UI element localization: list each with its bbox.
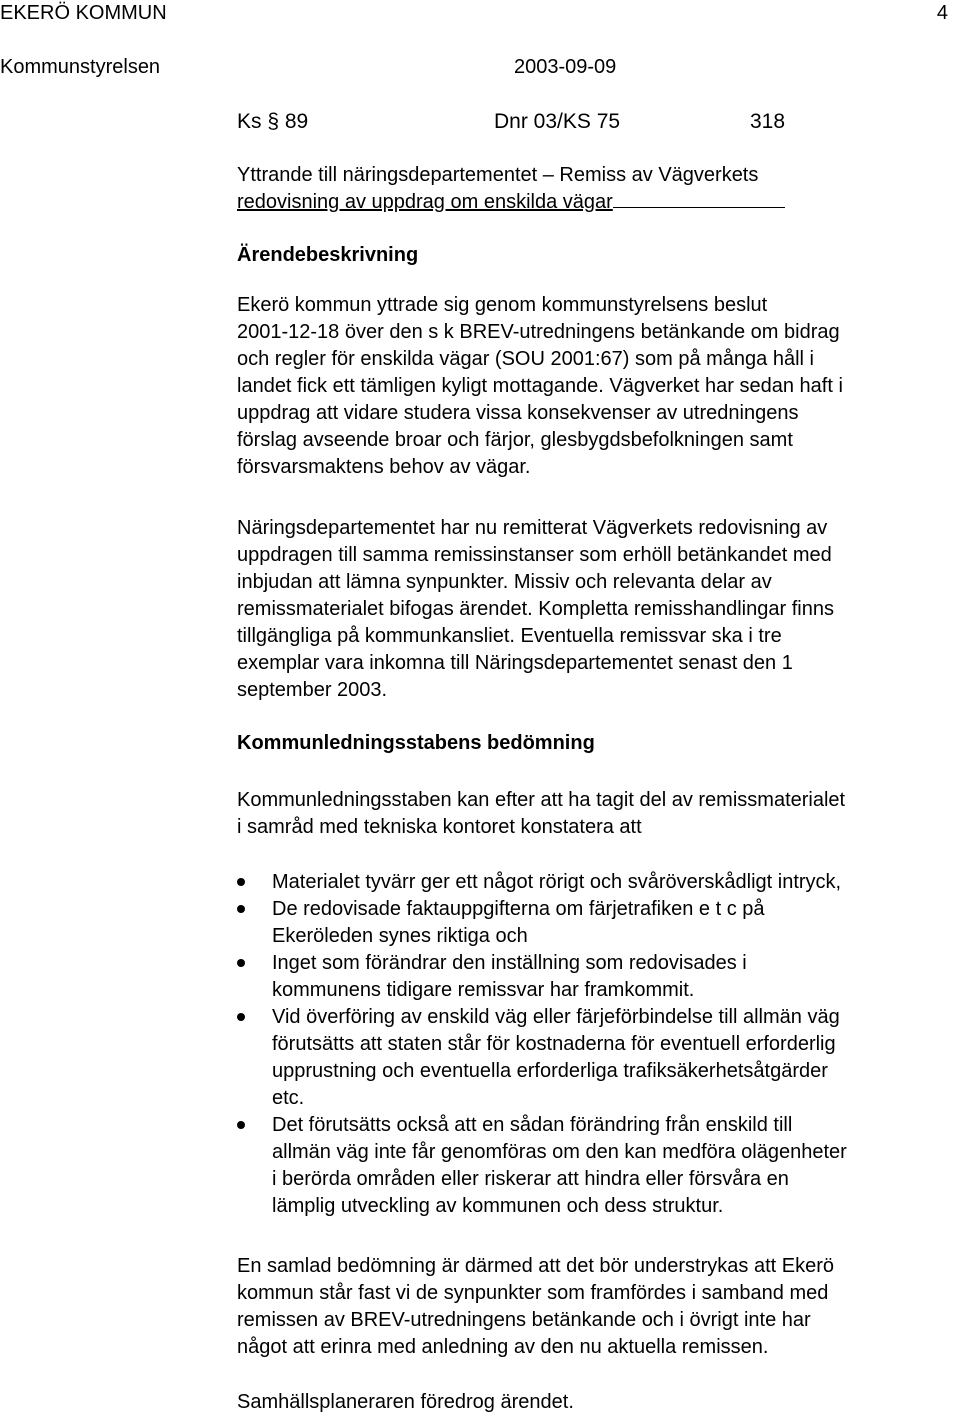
list-item bbox=[237, 1112, 952, 1220]
conclusion-paragraph bbox=[237, 1253, 952, 1361]
page-number: 4 bbox=[936, 2, 948, 24]
document-date: 2003-09-09 bbox=[514, 56, 617, 78]
text-line: exemplar vara inkomna till Näringsdepartementet senast den 1 bbox=[237, 652, 793, 674]
committee-name: Kommunstyrelsen bbox=[0, 56, 161, 78]
text-line: remissmaterialet bifogas ärendet. Kompletta remisshandlingar finns bbox=[237, 598, 834, 620]
text-line: tillgängliga på kommunkansliet. Eventuella remissvar ska i tre bbox=[237, 625, 782, 647]
assessment-bullet-list bbox=[237, 869, 952, 1220]
section-heading: Kommunledningsstabens bedömning bbox=[237, 732, 595, 754]
text-line: Kommunledningsstaben kan efter att ha tagit del av remissmaterialet bbox=[237, 789, 846, 811]
list-item bbox=[237, 950, 952, 1004]
text-line: något att erinra med anledning av den nu aktuella remissen. bbox=[237, 1336, 769, 1358]
description-paragraph-1 bbox=[237, 292, 952, 481]
text-line: upprustning och eventuella erforderliga trafiksäkerhetsåtgärder bbox=[272, 1060, 828, 1082]
assessment-intro bbox=[237, 787, 952, 841]
text-line: Ekerö kommun yttrade sig genom kommunstyrelsens beslut bbox=[237, 294, 768, 316]
text-line: 2001-12-18 över den s k BREV-utredningens betänkande om bidrag bbox=[237, 321, 840, 343]
text-line: inbjudan att lämna synpunkter. Missiv och relevanta delar av bbox=[237, 571, 772, 593]
text-line: En samlad bedömning är därmed att det bör understrykas att Ekerö bbox=[237, 1255, 834, 1277]
text-line: lämplig utveckling av kommunen och dess struktur. bbox=[272, 1195, 724, 1217]
section-heading: Ärendebeskrivning bbox=[237, 244, 419, 266]
list-item bbox=[237, 896, 952, 950]
text-line: landet fick ett tämligen kyligt mottagande. Vägverket har sedan haft i bbox=[237, 375, 843, 397]
text-line: Samhällsplaneraren föredrog ärendet. bbox=[237, 1391, 574, 1413]
text-line: Inget som förändrar den inställning som redovisades i bbox=[272, 952, 747, 974]
text-line: Det förutsätts också att en sådan förändring från enskild till bbox=[272, 1114, 793, 1136]
text-line: De redovisade faktauppgifterna om färjetrafiken e t c på bbox=[272, 898, 765, 920]
text-line: försvarsmaktens behov av vägar. bbox=[237, 456, 531, 478]
text-line: Vid överföring av enskild väg eller färjeförbindelse till allmän väg bbox=[272, 1006, 840, 1028]
title-line-text: redovisning av uppdrag om enskilda vägar bbox=[237, 191, 613, 213]
document-title bbox=[237, 162, 952, 216]
bullet-icon bbox=[237, 959, 245, 967]
bullet-icon bbox=[237, 905, 245, 913]
text-line: etc. bbox=[272, 1087, 305, 1109]
title-line bbox=[237, 189, 952, 216]
title-line: Yttrande till näringsdepartementet – Remiss av Vägverkets bbox=[237, 164, 759, 186]
text-line: uppdragen till samma remissinstanser som erhöll betänkandet med bbox=[237, 544, 832, 566]
organization-name: EKERÖ KOMMUN bbox=[0, 2, 167, 24]
title-underline-blank bbox=[613, 207, 785, 208]
text-line: Materialet tyvärr ger ett något rörigt och svåröverskådligt intryck, bbox=[272, 871, 842, 893]
bullet-icon bbox=[237, 878, 245, 886]
text-line: uppdrag att vidare studera vissa konsekvenser av utredningens bbox=[237, 402, 799, 424]
presenter-line bbox=[237, 1389, 952, 1416]
list-item bbox=[237, 869, 952, 896]
bullet-icon bbox=[237, 1121, 245, 1129]
text-line: och regler för enskilda vägar (SOU 2001:67) som på många håll i bbox=[237, 348, 814, 370]
text-line: kommunens tidigare remissvar har framkommit. bbox=[272, 979, 695, 1001]
list-item bbox=[237, 1004, 952, 1112]
description-paragraph-2 bbox=[237, 515, 952, 704]
bullet-icon bbox=[237, 1013, 245, 1021]
text-line: Näringsdepartementet har nu remitterat Vägverkets redovisning av bbox=[237, 517, 828, 539]
text-line: Ekeröleden synes riktiga och bbox=[272, 925, 528, 947]
text-line: i samråd med tekniska kontoret konstatera att bbox=[237, 816, 642, 838]
paragraph-number: Ks § 89 bbox=[237, 110, 309, 133]
text-line: förslag avseende broar och färjor, glesbygdsbefolkningen samt bbox=[237, 429, 793, 451]
text-line: kommun står fast vi de synpunkter som framfördes i samband med bbox=[237, 1282, 829, 1304]
text-line: remissen av BREV-utredningens betänkande och i övrigt inte har bbox=[237, 1309, 811, 1331]
text-line: september 2003. bbox=[237, 679, 388, 701]
text-line: förutsätts att staten står för kostnaderna för eventuell erforderlig bbox=[272, 1033, 836, 1055]
archive-code: 318 bbox=[750, 110, 786, 133]
diary-number: Dnr 03/KS 75 bbox=[494, 110, 621, 133]
text-line: i berörda områden eller riskerar att hindra eller försvåra en bbox=[272, 1168, 789, 1190]
text-line: allmän väg inte får genomföras om den kan medföra olägenheter bbox=[272, 1141, 847, 1163]
